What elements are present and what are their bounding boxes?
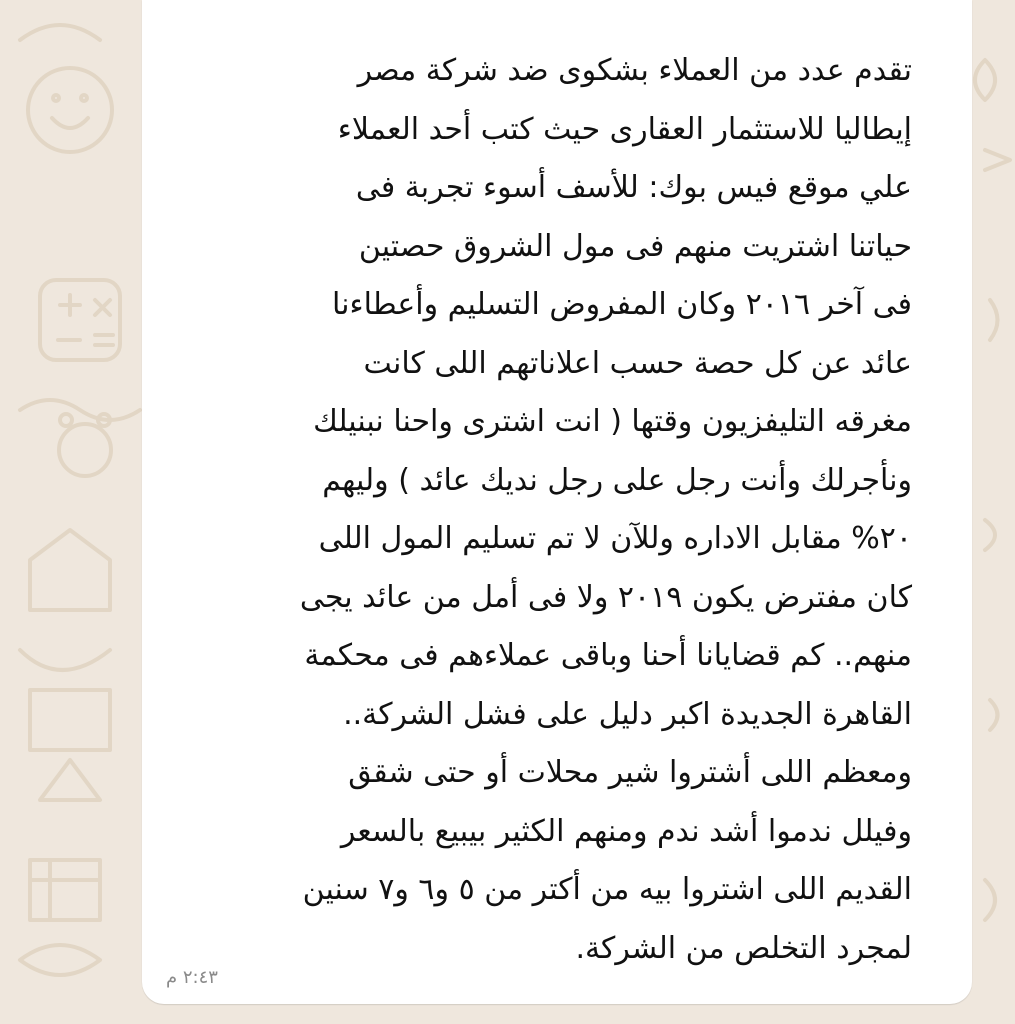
message-bubble[interactable] — [142, 0, 972, 1004]
message-line: تقدم عدد من العملاء بشكوى ضد شركة مصر — [357, 53, 912, 88]
smiley-doodle-icon — [28, 68, 112, 152]
message-line: ونأجرلك وأنت رجل على رجل نديك عائد ) وليهم — [322, 462, 912, 498]
paw-doodle-icon — [59, 424, 111, 476]
box-doodle-icon — [30, 690, 110, 750]
message-line: وفيلل ندموا أشد ندم ومنهم الكثير بيبيع بالسعر — [340, 813, 912, 849]
message-line: إيطاليا للاستثمار العقارى حيث كتب أحد العملاء — [337, 111, 912, 147]
message-line: علي موقع فيس بوك: للأسف أسوء تجربة فى — [355, 170, 912, 205]
message-line: منهم.. كم قضايانا أحنا وباقى عملاءهم فى محكمة — [304, 638, 912, 673]
heart-doodle-icon — [975, 60, 995, 100]
leaf-doodle-icon — [20, 945, 100, 975]
message-line: ومعظم اللى أشتروا شير محلات أو حتى شقق — [348, 755, 912, 790]
message-line: القاهرة الجديدة اكبر دليل على فشل الشركة.. — [343, 696, 912, 732]
message-line: كان مفترض يكون ٢٠١٩ ولا فى أمل من عائد يجى — [299, 579, 912, 615]
calculator-doodle-icon — [40, 280, 120, 360]
message-line: مغرقه التليفزيون وقتها ( انت اشترى واحنا نبنيلك — [313, 404, 912, 439]
message-line: القديم اللى اشتروا بيه من أكتر من ٥ و٦ و٧ سنين — [302, 872, 912, 907]
message-line: لمجرد التخلص من الشركة. — [575, 930, 912, 966]
message-line: فى آخر ٢٠١٦ وكان المفروض التسليم وأعطاءنا — [331, 287, 912, 322]
message-text — [152, 42, 912, 978]
building-doodle-icon — [30, 860, 100, 920]
taco-doodle-icon — [20, 650, 110, 670]
message-timestamp: ٢:٤٣ م — [166, 967, 218, 988]
message-line: عائد عن كل حصة حسب اعلاناتهم اللى كانت — [363, 345, 912, 381]
wave-doodle-icon — [20, 400, 140, 420]
message-line: حياتنا اشتريت منهم فى مول الشروق حصتين — [358, 228, 912, 264]
message-line: ٢٠% مقابل الاداره وللآن لا تم تسليم المول اللى — [318, 521, 912, 556]
moon-doodle-icon — [20, 25, 100, 40]
house-doodle-icon — [30, 530, 110, 610]
plane-doodle-icon — [985, 150, 1010, 170]
